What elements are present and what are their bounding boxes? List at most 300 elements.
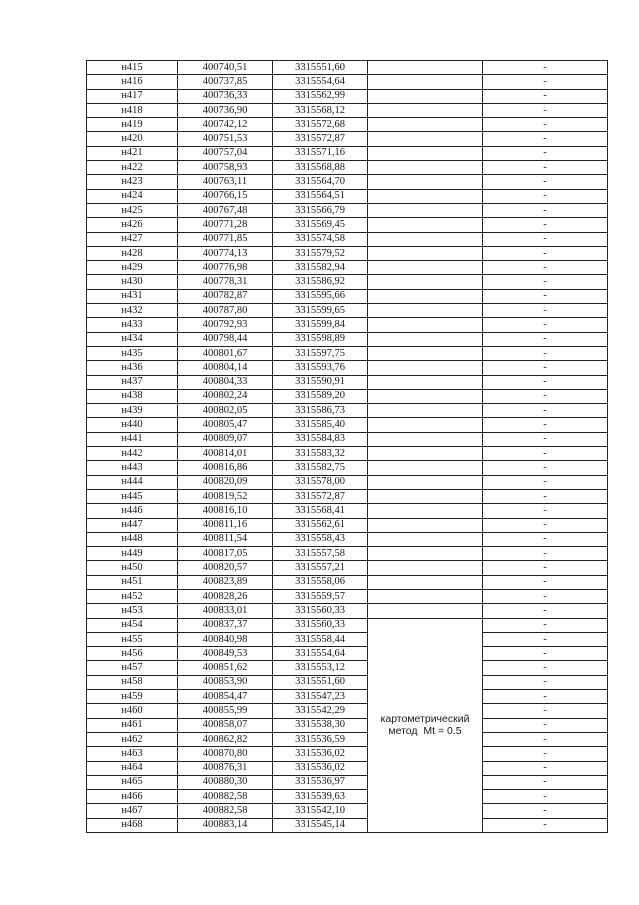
y-coordinate-cell: 3315564,70 (273, 175, 368, 189)
method-empty-cell (368, 261, 483, 275)
y-coordinate-cell: 3315547,23 (273, 690, 368, 704)
table-row (87, 389, 608, 403)
y-coordinate-cell: 3315584,83 (273, 432, 368, 446)
y-coordinate-cell: 3315589,20 (273, 389, 368, 403)
point-id-cell: н460 (87, 704, 178, 718)
x-coordinate-cell: 400820,57 (178, 561, 273, 575)
x-coordinate-cell: 400792,93 (178, 318, 273, 332)
point-id-cell: н450 (87, 561, 178, 575)
y-coordinate-cell: 3315536,59 (273, 732, 368, 746)
point-id-cell: н419 (87, 118, 178, 132)
y-coordinate-cell: 3315578,00 (273, 475, 368, 489)
method-empty-cell (368, 161, 483, 175)
x-coordinate-cell: 400771,28 (178, 218, 273, 232)
x-coordinate-cell: 400811,16 (178, 518, 273, 532)
y-coordinate-cell: 3315572,68 (273, 118, 368, 132)
method-empty-cell (368, 246, 483, 260)
y-coordinate-cell: 3315572,87 (273, 489, 368, 503)
point-id-cell: н424 (87, 189, 178, 203)
y-coordinate-cell: 3315582,94 (273, 261, 368, 275)
table-row (87, 203, 608, 217)
table-row (87, 461, 608, 475)
x-coordinate-cell: 400862,82 (178, 732, 273, 746)
point-id-cell: н432 (87, 304, 178, 318)
note-cell: - (483, 103, 608, 117)
table-row (87, 246, 608, 260)
note-cell: - (483, 575, 608, 589)
table-row (87, 346, 608, 360)
x-coordinate-cell: 400814,01 (178, 447, 273, 461)
method-empty-cell (368, 89, 483, 103)
method-empty-cell (368, 418, 483, 432)
method-empty-cell (368, 275, 483, 289)
point-id-cell: н422 (87, 161, 178, 175)
point-id-cell: н446 (87, 504, 178, 518)
x-coordinate-cell: 400882,58 (178, 804, 273, 818)
y-coordinate-cell: 3315558,43 (273, 532, 368, 546)
x-coordinate-cell: 400805,47 (178, 418, 273, 432)
x-coordinate-cell: 400880,30 (178, 775, 273, 789)
y-coordinate-cell: 3315536,97 (273, 775, 368, 789)
x-coordinate-cell: 400853,90 (178, 675, 273, 689)
table-row (87, 175, 608, 189)
point-id-cell: н416 (87, 75, 178, 89)
table-row (87, 432, 608, 446)
note-cell: - (483, 761, 608, 775)
table-row (87, 475, 608, 489)
x-coordinate-cell: 400819,52 (178, 489, 273, 503)
note-cell: - (483, 675, 608, 689)
table-row (87, 232, 608, 246)
point-id-cell: н464 (87, 761, 178, 775)
point-id-cell: н426 (87, 218, 178, 232)
point-id-cell: н456 (87, 647, 178, 661)
x-coordinate-cell: 400787,80 (178, 304, 273, 318)
table-row (87, 790, 608, 804)
method-empty-cell (368, 432, 483, 446)
table-row (87, 361, 608, 375)
table-row (87, 747, 608, 761)
note-cell: - (483, 332, 608, 346)
point-id-cell: н465 (87, 775, 178, 789)
y-coordinate-cell: 3315558,44 (273, 632, 368, 646)
y-coordinate-cell: 3315559,57 (273, 589, 368, 603)
note-cell: - (483, 318, 608, 332)
y-coordinate-cell: 3315564,51 (273, 189, 368, 203)
method-empty-cell (368, 289, 483, 303)
method-empty-cell (368, 518, 483, 532)
method-empty-cell (368, 132, 483, 146)
y-coordinate-cell: 3315582,75 (273, 461, 368, 475)
note-cell: - (483, 718, 608, 732)
method-empty-cell (368, 103, 483, 117)
method-empty-cell (368, 218, 483, 232)
x-coordinate-cell: 400851,62 (178, 661, 273, 675)
y-coordinate-cell: 3315568,12 (273, 103, 368, 117)
table-row (87, 103, 608, 117)
x-coordinate-cell: 400883,14 (178, 818, 273, 832)
note-cell: - (483, 732, 608, 746)
x-coordinate-cell: 400816,86 (178, 461, 273, 475)
point-id-cell: н436 (87, 361, 178, 375)
table-row (87, 61, 608, 75)
point-id-cell: н438 (87, 389, 178, 403)
y-coordinate-cell: 3315536,02 (273, 761, 368, 775)
table-row (87, 146, 608, 160)
x-coordinate-cell: 400820,09 (178, 475, 273, 489)
point-id-cell: н435 (87, 346, 178, 360)
note-cell: - (483, 289, 608, 303)
x-coordinate-cell: 400737,85 (178, 75, 273, 89)
x-coordinate-cell: 400758,93 (178, 161, 273, 175)
note-cell: - (483, 604, 608, 618)
y-coordinate-cell: 3315572,87 (273, 132, 368, 146)
note-cell: - (483, 375, 608, 389)
note-cell: - (483, 146, 608, 160)
method-empty-cell (368, 575, 483, 589)
x-coordinate-cell: 400771,85 (178, 232, 273, 246)
point-id-cell: н434 (87, 332, 178, 346)
note-cell: - (483, 203, 608, 217)
note-cell: - (483, 61, 608, 75)
method-line-2: метод Mt = 0.5 (388, 725, 462, 738)
method-empty-cell (368, 375, 483, 389)
point-id-cell: н441 (87, 432, 178, 446)
table-row (87, 89, 608, 103)
point-id-cell: н462 (87, 732, 178, 746)
point-id-cell: н447 (87, 518, 178, 532)
y-coordinate-cell: 3315557,21 (273, 561, 368, 575)
table-row (87, 118, 608, 132)
point-id-cell: н421 (87, 146, 178, 160)
method-empty-cell (368, 475, 483, 489)
note-cell: - (483, 275, 608, 289)
x-coordinate-cell: 400782,87 (178, 289, 273, 303)
y-coordinate-cell: 3315553,12 (273, 661, 368, 675)
y-coordinate-cell: 3315554,64 (273, 647, 368, 661)
x-coordinate-cell: 400828,26 (178, 589, 273, 603)
note-cell: - (483, 447, 608, 461)
point-id-cell: н467 (87, 804, 178, 818)
y-coordinate-cell: 3315597,75 (273, 346, 368, 360)
point-id-cell: н423 (87, 175, 178, 189)
note-cell: - (483, 132, 608, 146)
x-coordinate-cell: 400870,80 (178, 747, 273, 761)
note-cell: - (483, 404, 608, 418)
table-row (87, 332, 608, 346)
coordinates-sheet (86, 60, 604, 833)
x-coordinate-cell: 400811,54 (178, 532, 273, 546)
y-coordinate-cell: 3315571,16 (273, 146, 368, 160)
point-id-cell: н468 (87, 818, 178, 832)
point-id-cell: н459 (87, 690, 178, 704)
point-id-cell: н437 (87, 375, 178, 389)
table-row (87, 589, 608, 603)
note-cell: - (483, 161, 608, 175)
y-coordinate-cell: 3315599,84 (273, 318, 368, 332)
point-id-cell: н428 (87, 246, 178, 260)
point-id-cell: н431 (87, 289, 178, 303)
x-coordinate-cell: 400798,44 (178, 332, 273, 346)
point-id-cell: н453 (87, 604, 178, 618)
point-id-cell: н415 (87, 61, 178, 75)
x-coordinate-cell: 400854,47 (178, 690, 273, 704)
note-cell: - (483, 361, 608, 375)
x-coordinate-cell: 400757,04 (178, 146, 273, 160)
y-coordinate-cell: 3315568,41 (273, 504, 368, 518)
note-cell: - (483, 75, 608, 89)
point-id-cell: н417 (87, 89, 178, 103)
table-row (87, 532, 608, 546)
coordinates-table (86, 60, 608, 833)
x-coordinate-cell: 400774,13 (178, 246, 273, 260)
note-cell: - (483, 690, 608, 704)
x-coordinate-cell: 400817,05 (178, 547, 273, 561)
point-id-cell: н418 (87, 103, 178, 117)
y-coordinate-cell: 3315558,06 (273, 575, 368, 589)
method-line-1: картометрический (380, 713, 470, 726)
table-row (87, 575, 608, 589)
note-cell: - (483, 589, 608, 603)
method-empty-cell (368, 203, 483, 217)
table-row (87, 75, 608, 89)
table-row (87, 318, 608, 332)
note-cell: - (483, 790, 608, 804)
table-row (87, 775, 608, 789)
y-coordinate-cell: 3315557,58 (273, 547, 368, 561)
point-id-cell: н444 (87, 475, 178, 489)
note-cell: - (483, 218, 608, 232)
point-id-cell: н430 (87, 275, 178, 289)
note-cell: - (483, 561, 608, 575)
point-id-cell: н452 (87, 589, 178, 603)
x-coordinate-cell: 400767,48 (178, 203, 273, 217)
note-cell: - (483, 504, 608, 518)
note-cell: - (483, 304, 608, 318)
y-coordinate-cell: 3315590,91 (273, 375, 368, 389)
method-empty-cell (368, 232, 483, 246)
point-id-cell: н445 (87, 489, 178, 503)
note-cell: - (483, 547, 608, 561)
x-coordinate-cell: 400742,12 (178, 118, 273, 132)
note-cell: - (483, 89, 608, 103)
y-coordinate-cell: 3315538,30 (273, 718, 368, 732)
method-empty-cell (368, 604, 483, 618)
x-coordinate-cell: 400855,99 (178, 704, 273, 718)
x-coordinate-cell: 400840,98 (178, 632, 273, 646)
method-empty-cell (368, 404, 483, 418)
y-coordinate-cell: 3315598,89 (273, 332, 368, 346)
note-cell: - (483, 175, 608, 189)
note-cell: - (483, 818, 608, 832)
table-row (87, 161, 608, 175)
y-coordinate-cell: 3315560,33 (273, 618, 368, 632)
method-cell (368, 618, 483, 832)
x-coordinate-cell: 400740,51 (178, 61, 273, 75)
note-cell: - (483, 346, 608, 360)
method-empty-cell (368, 361, 483, 375)
y-coordinate-cell: 3315566,79 (273, 203, 368, 217)
point-id-cell: н427 (87, 232, 178, 246)
y-coordinate-cell: 3315542,10 (273, 804, 368, 818)
y-coordinate-cell: 3315562,99 (273, 89, 368, 103)
point-id-cell: н466 (87, 790, 178, 804)
table-row (87, 704, 608, 718)
note-cell: - (483, 118, 608, 132)
x-coordinate-cell: 400802,05 (178, 404, 273, 418)
y-coordinate-cell: 3315569,45 (273, 218, 368, 232)
y-coordinate-cell: 3315560,33 (273, 604, 368, 618)
table-row (87, 375, 608, 389)
table-row (87, 489, 608, 503)
method-empty-cell (368, 118, 483, 132)
note-cell: - (483, 461, 608, 475)
point-id-cell: н449 (87, 547, 178, 561)
method-empty-cell (368, 304, 483, 318)
method-empty-cell (368, 75, 483, 89)
method-empty-cell (368, 175, 483, 189)
y-coordinate-cell: 3315586,73 (273, 404, 368, 418)
y-coordinate-cell: 3315586,92 (273, 275, 368, 289)
point-id-cell: н461 (87, 718, 178, 732)
point-id-cell: н442 (87, 447, 178, 461)
method-empty-cell (368, 589, 483, 603)
table-row (87, 675, 608, 689)
note-cell: - (483, 418, 608, 432)
x-coordinate-cell: 400802,24 (178, 389, 273, 403)
table-row (87, 447, 608, 461)
note-cell: - (483, 489, 608, 503)
table-row (87, 275, 608, 289)
y-coordinate-cell: 3315574,58 (273, 232, 368, 246)
x-coordinate-cell: 400736,90 (178, 103, 273, 117)
note-cell: - (483, 618, 608, 632)
y-coordinate-cell: 3315539,63 (273, 790, 368, 804)
table-row (87, 690, 608, 704)
method-empty-cell (368, 318, 483, 332)
point-id-cell: н420 (87, 132, 178, 146)
method-empty-cell (368, 389, 483, 403)
x-coordinate-cell: 400804,14 (178, 361, 273, 375)
table-row (87, 304, 608, 318)
table-row (87, 732, 608, 746)
point-id-cell: н463 (87, 747, 178, 761)
point-id-cell: н443 (87, 461, 178, 475)
note-cell: - (483, 475, 608, 489)
table-row (87, 189, 608, 203)
x-coordinate-cell: 400833,01 (178, 604, 273, 618)
y-coordinate-cell: 3315595,66 (273, 289, 368, 303)
x-coordinate-cell: 400837,37 (178, 618, 273, 632)
table-row (87, 761, 608, 775)
table-row (87, 818, 608, 832)
point-id-cell: н425 (87, 203, 178, 217)
y-coordinate-cell: 3315579,52 (273, 246, 368, 260)
note-cell: - (483, 704, 608, 718)
y-coordinate-cell: 3315593,76 (273, 361, 368, 375)
note-cell: - (483, 232, 608, 246)
table-row (87, 418, 608, 432)
table-row (87, 604, 608, 618)
method-empty-cell (368, 346, 483, 360)
point-id-cell: н458 (87, 675, 178, 689)
note-cell: - (483, 518, 608, 532)
x-coordinate-cell: 400876,31 (178, 761, 273, 775)
table-row (87, 518, 608, 532)
coordinates-table-body (87, 61, 608, 833)
method-empty-cell (368, 504, 483, 518)
y-coordinate-cell: 3315568,88 (273, 161, 368, 175)
x-coordinate-cell: 400766,15 (178, 189, 273, 203)
y-coordinate-cell: 3315542,29 (273, 704, 368, 718)
x-coordinate-cell: 400804,33 (178, 375, 273, 389)
note-cell: - (483, 246, 608, 260)
point-id-cell: н454 (87, 618, 178, 632)
note-cell: - (483, 661, 608, 675)
table-row (87, 504, 608, 518)
point-id-cell: н457 (87, 661, 178, 675)
x-coordinate-cell: 400751,53 (178, 132, 273, 146)
point-id-cell: н440 (87, 418, 178, 432)
y-coordinate-cell: 3315554,64 (273, 75, 368, 89)
table-row (87, 661, 608, 675)
x-coordinate-cell: 400801,67 (178, 346, 273, 360)
y-coordinate-cell: 3315583,32 (273, 447, 368, 461)
y-coordinate-cell: 3315545,14 (273, 818, 368, 832)
table-row (87, 404, 608, 418)
x-coordinate-cell: 400858,07 (178, 718, 273, 732)
x-coordinate-cell: 400816,10 (178, 504, 273, 518)
method-empty-cell (368, 489, 483, 503)
x-coordinate-cell: 400849,53 (178, 647, 273, 661)
y-coordinate-cell: 3315551,60 (273, 61, 368, 75)
y-coordinate-cell: 3315536,02 (273, 747, 368, 761)
point-id-cell: н429 (87, 261, 178, 275)
note-cell: - (483, 261, 608, 275)
table-row (87, 289, 608, 303)
x-coordinate-cell: 400882,58 (178, 790, 273, 804)
method-empty-cell (368, 547, 483, 561)
x-coordinate-cell: 400736,33 (178, 89, 273, 103)
note-cell: - (483, 632, 608, 646)
x-coordinate-cell: 400778,31 (178, 275, 273, 289)
method-empty-cell (368, 561, 483, 575)
note-cell: - (483, 747, 608, 761)
note-cell: - (483, 389, 608, 403)
note-cell: - (483, 532, 608, 546)
method-empty-cell (368, 447, 483, 461)
note-cell: - (483, 189, 608, 203)
table-row (87, 632, 608, 646)
table-row (87, 547, 608, 561)
point-id-cell: н448 (87, 532, 178, 546)
note-cell: - (483, 804, 608, 818)
method-empty-cell (368, 189, 483, 203)
table-row (87, 647, 608, 661)
table-row (87, 132, 608, 146)
y-coordinate-cell: 3315585,40 (273, 418, 368, 432)
table-row (87, 218, 608, 232)
table-row (87, 261, 608, 275)
note-cell: - (483, 432, 608, 446)
y-coordinate-cell: 3315551,60 (273, 675, 368, 689)
x-coordinate-cell: 400763,11 (178, 175, 273, 189)
y-coordinate-cell: 3315599,65 (273, 304, 368, 318)
point-id-cell: н451 (87, 575, 178, 589)
method-empty-cell (368, 461, 483, 475)
x-coordinate-cell: 400823,89 (178, 575, 273, 589)
note-cell: - (483, 647, 608, 661)
